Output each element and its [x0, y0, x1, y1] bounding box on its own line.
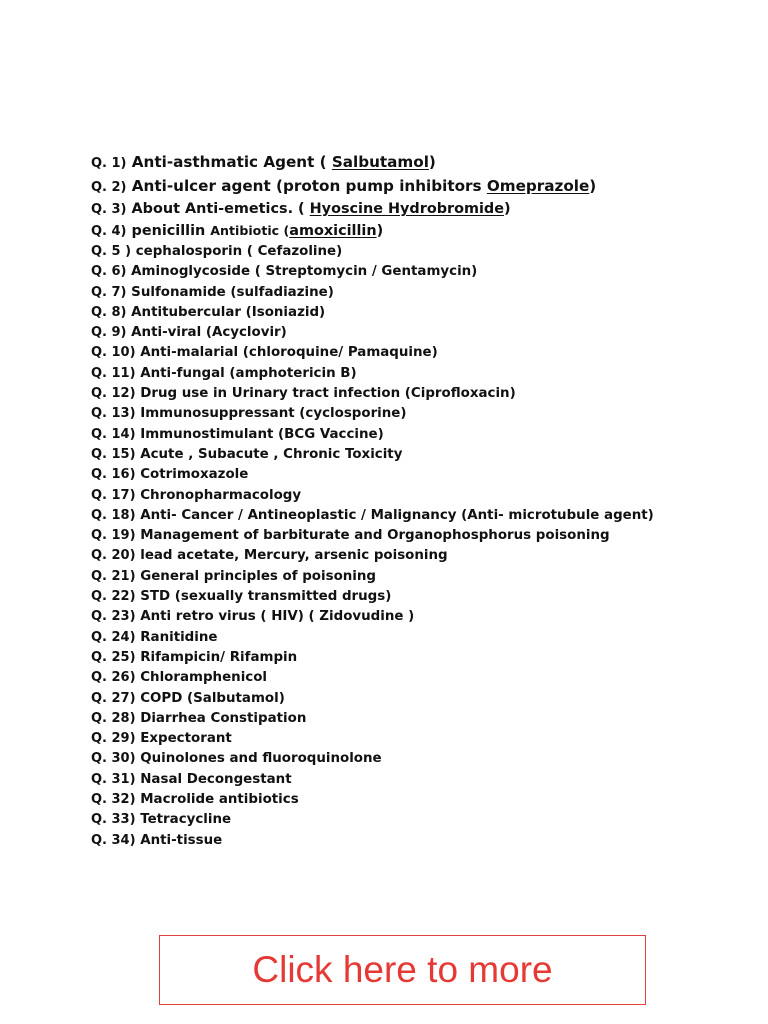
question-number: Q. 10) — [91, 345, 136, 361]
question-number: Q. 20) — [91, 548, 136, 564]
question-text: Drug use in Urinary tract infection (Ciprofloxacin) — [135, 386, 516, 402]
question-text: Aminoglycoside ( Streptomycin / Gentamycin) — [126, 264, 478, 280]
question-text: ) — [376, 223, 384, 239]
question-number: Q. 32) — [91, 792, 136, 808]
question-item — [91, 628, 751, 648]
question-text: COPD (Salbutamol) — [135, 690, 285, 706]
question-number: Q. 21) — [91, 568, 136, 584]
question-item — [91, 465, 751, 485]
question-item — [91, 790, 751, 810]
question-item — [91, 506, 751, 526]
question-item — [91, 709, 751, 729]
question-text: Chronopharmacology — [135, 487, 302, 503]
question-number: Q. 24) — [91, 629, 136, 645]
question-text: ) — [428, 153, 436, 171]
question-item — [91, 404, 751, 424]
question-item — [91, 689, 751, 709]
question-number: Q. 29) — [91, 731, 136, 747]
question-number: Q. 1) — [91, 156, 127, 171]
question-drug-name: Hyoscine Hydrobromide — [309, 201, 504, 217]
question-number: Q. 16) — [91, 467, 136, 483]
question-item — [91, 567, 751, 587]
question-text: Macrolide antibiotics — [135, 792, 299, 808]
question-item — [91, 323, 751, 343]
question-item — [91, 831, 751, 851]
question-list — [91, 150, 751, 851]
question-item — [91, 220, 751, 242]
question-text: STD (sexually transmitted drugs) — [135, 589, 392, 605]
question-text: ) — [503, 201, 511, 217]
question-number: Q. 31) — [91, 771, 136, 787]
question-item — [91, 607, 751, 627]
question-item — [91, 770, 751, 790]
question-text: Anti-tissue — [135, 832, 223, 848]
question-text: cephalosporin ( Cefazoline) — [131, 244, 343, 259]
question-item — [91, 445, 751, 465]
question-number: Q. 33) — [91, 812, 136, 828]
question-text: Cotrimoxazole — [135, 467, 249, 483]
question-text: About Anti-emetics. ( — [126, 201, 310, 217]
question-item — [91, 648, 751, 668]
question-text: General principles of poisoning — [135, 568, 377, 584]
question-item — [91, 198, 751, 220]
question-number: Q. 3) — [91, 202, 127, 217]
question-number: Q. 30) — [91, 751, 136, 767]
question-text: Anti retro virus ( HIV) ( Zidovudine ) — [135, 609, 415, 625]
question-number: Q. 17) — [91, 487, 136, 503]
question-item — [91, 810, 751, 830]
question-number: Q. 34) — [91, 832, 136, 848]
question-text: Immunostimulant (BCG Vaccine) — [135, 426, 384, 442]
question-number: Q. 5 ) — [91, 244, 132, 259]
question-item — [91, 668, 751, 688]
question-text: Chloramphenicol — [135, 670, 268, 686]
click-here-button[interactable] — [159, 935, 646, 1005]
question-item — [91, 174, 751, 198]
question-number: Q. 15) — [91, 446, 136, 462]
question-text: Acute , Subacute , Chronic Toxicity — [135, 446, 403, 462]
question-text: Antitubercular (Isoniazid) — [126, 304, 326, 320]
question-number: Q. 7) — [91, 284, 127, 300]
question-item — [91, 262, 751, 282]
question-text: Immunosuppressant (cyclosporine) — [135, 406, 407, 422]
question-number: Q. 8) — [91, 304, 127, 320]
question-item — [91, 283, 751, 303]
question-text: Tetracycline — [135, 812, 232, 828]
question-number: Q. 18) — [91, 507, 136, 523]
click-here-label: Click here to more — [252, 949, 553, 990]
question-number: Q. 2) — [91, 180, 127, 195]
question-text: Expectorant — [135, 731, 232, 747]
question-item — [91, 546, 751, 566]
question-text: ) — [589, 177, 597, 195]
question-number: Q. 23) — [91, 609, 136, 625]
question-text: Anti-fungal (amphotericin B) — [135, 365, 357, 381]
question-item — [91, 384, 751, 404]
question-number: Q. 12) — [91, 386, 136, 402]
question-number: Q. 27) — [91, 690, 136, 706]
question-item — [91, 242, 751, 262]
question-text: Antibiotic ( — [210, 223, 290, 238]
question-number: Q. 19) — [91, 528, 136, 544]
question-item — [91, 150, 751, 174]
question-number: Q. 14) — [91, 426, 136, 442]
question-item — [91, 364, 751, 384]
question-number: Q. 26) — [91, 670, 136, 686]
question-text: Ranitidine — [135, 629, 218, 645]
question-item — [91, 425, 751, 445]
question-item — [91, 749, 751, 769]
question-text: Anti-malarial (chloroquine/ Pamaquine) — [135, 345, 438, 361]
question-text: Quinolones and fluoroquinolone — [135, 751, 382, 767]
question-text: Sulfonamide (sulfadiazine) — [126, 284, 334, 300]
question-number: Q. 22) — [91, 589, 136, 605]
question-drug-name: amoxicillin — [289, 223, 377, 239]
question-item — [91, 587, 751, 607]
question-text: penicillin — [126, 223, 211, 239]
question-text: Anti-asthmatic Agent ( — [126, 153, 332, 171]
question-text: Nasal Decongestant — [135, 771, 292, 787]
question-number: Q. 6) — [91, 264, 127, 280]
question-item — [91, 729, 751, 749]
question-text: Rifampicin/ Rifampin — [135, 649, 298, 665]
question-number: Q. 28) — [91, 710, 136, 726]
question-text: Anti-viral (Acyclovir) — [126, 325, 287, 341]
question-drug-name: Salbutamol — [331, 153, 429, 171]
question-item — [91, 303, 751, 323]
question-number: Q. 11) — [91, 365, 136, 381]
question-text: Diarrhea Constipation — [135, 710, 307, 726]
question-text: Anti- Cancer / Antineoplastic / Malignancy (Anti- microtubule agent) — [135, 507, 654, 523]
question-item — [91, 486, 751, 506]
question-text: Anti-ulcer agent (proton pump inhibitors — [126, 177, 487, 195]
question-text: Management of barbiturate and Organophosphorus poisoning — [135, 528, 610, 544]
question-item — [91, 526, 751, 546]
question-number: Q. 25) — [91, 649, 136, 665]
question-drug-name: Omeprazole — [486, 177, 590, 195]
question-text: lead acetate, Mercury, arsenic poisoning — [135, 548, 448, 564]
question-number: Q. 9) — [91, 325, 127, 341]
question-item — [91, 343, 751, 363]
question-number: Q. 13) — [91, 406, 136, 422]
question-number: Q. 4) — [91, 224, 127, 239]
